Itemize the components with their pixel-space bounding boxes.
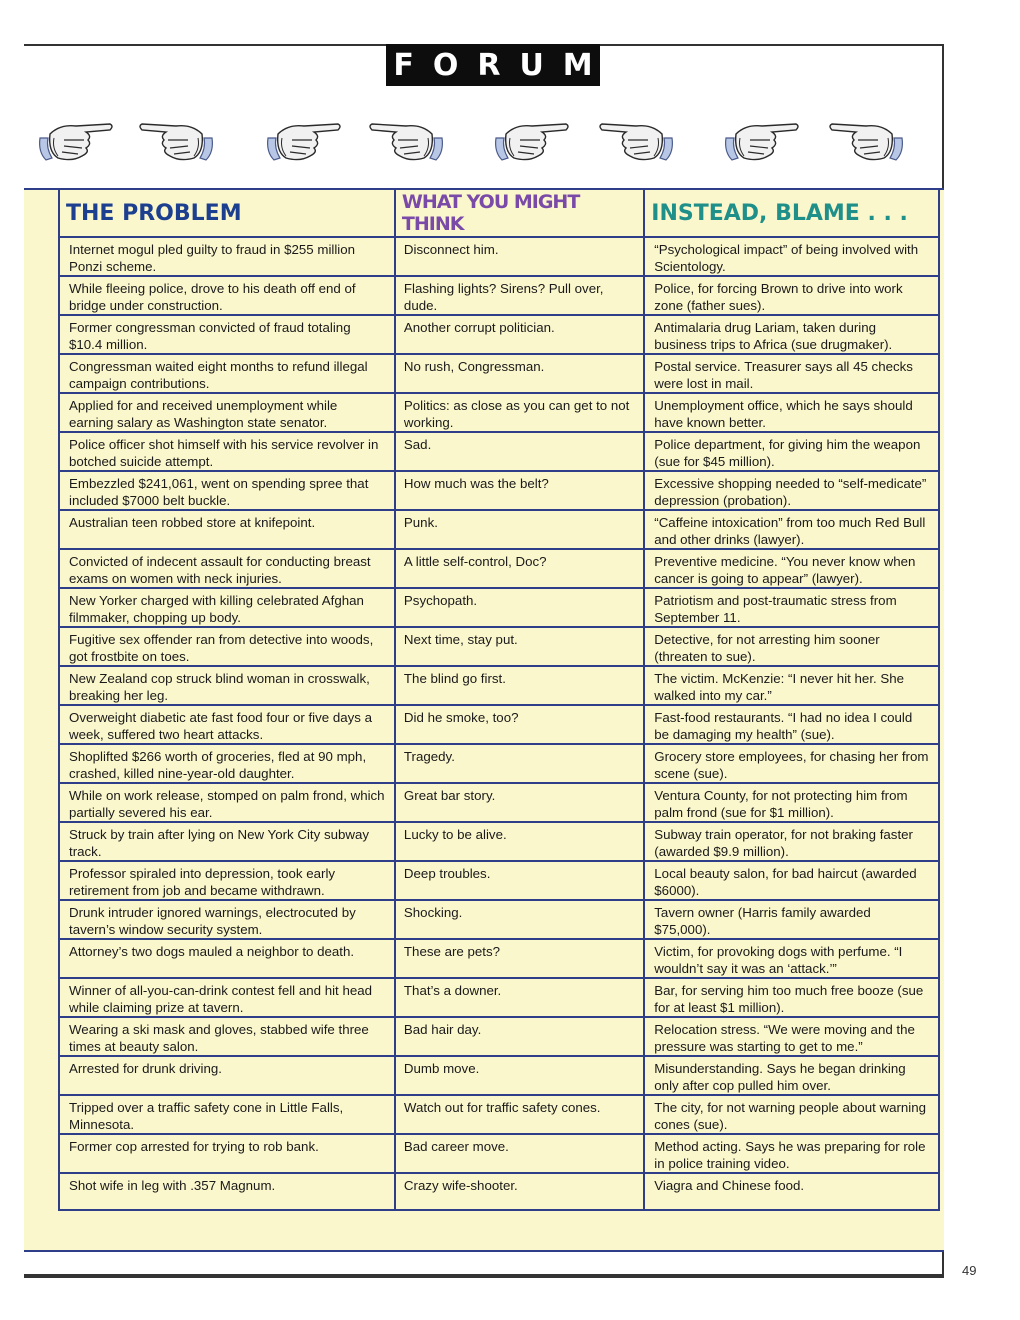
blame-cell: Excessive shopping needed to “self-medicate” depression (probation). xyxy=(644,471,939,510)
blame-cell: Postal service. Treasurer says all 45 checks were lost in mail. xyxy=(644,354,939,393)
problem-cell: While on work release, stomped on palm frond, which partially severed his ear. xyxy=(59,783,395,822)
table-row xyxy=(59,237,939,276)
blame-cell: Misunderstanding. Says he began drinking only after cop pulled him over. xyxy=(644,1056,939,1095)
problem-cell: Former congressman convicted of fraud totaling $10.4 million. xyxy=(59,315,395,354)
think-cell: Tragedy. xyxy=(395,744,644,783)
think-cell: Did he smoke, too? xyxy=(395,705,644,744)
blame-cell: Local beauty salon, for bad haircut (awarded $6000). xyxy=(644,861,939,900)
table-row xyxy=(59,315,939,354)
blame-cell: Grocery store employees, for chasing her from scene (sue). xyxy=(644,744,939,783)
think-cell: Flashing lights? Sirens? Pull over, dude. xyxy=(395,276,644,315)
think-cell: Bad career move. xyxy=(395,1134,644,1173)
blame-cell: Police department, for giving him the weapon (sue for $45 million). xyxy=(644,432,939,471)
problem-cell: Struck by train after lying on New York City subway track. xyxy=(59,822,395,861)
header-what-you-might-think: WHAT YOU MIGHT THINK xyxy=(395,189,644,237)
problem-cell: Tripped over a traffic safety cone in Little Falls, Minnesota. xyxy=(59,1095,395,1134)
problem-cell: Shoplifted $266 worth of groceries, fled at 90 mph, crashed, killed nine-year-old daughter. xyxy=(59,744,395,783)
think-cell: Politics: as close as you can get to not working. xyxy=(395,393,644,432)
pointing-hand-right-icon xyxy=(264,108,344,174)
problem-cell: Winner of all-you-can-drink contest fell and hit head while claiming prize at tavern. xyxy=(59,978,395,1017)
header-the-problem: THE PROBLEM xyxy=(59,189,395,237)
table-row xyxy=(59,822,939,861)
table-row xyxy=(59,783,939,822)
think-cell: Psychopath. xyxy=(395,588,644,627)
think-cell: Disconnect him. xyxy=(395,237,644,276)
table-row xyxy=(59,978,939,1017)
section-title: FORUM xyxy=(386,44,600,86)
think-cell: Shocking. xyxy=(395,900,644,939)
think-cell: No rush, Congressman. xyxy=(395,354,644,393)
blame-cell: “Psychological impact” of being involved with Scientology. xyxy=(644,237,939,276)
blame-cell: Method acting. Says he was preparing for role in police training video. xyxy=(644,1134,939,1173)
table-row xyxy=(59,900,939,939)
table-row xyxy=(59,744,939,783)
pointing-hand-left-icon xyxy=(596,108,676,174)
table-row xyxy=(59,627,939,666)
page-number: 49 xyxy=(962,1263,977,1278)
problem-cell: Overweight diabetic ate fast food four or five days a week, suffered two heart attacks. xyxy=(59,705,395,744)
problem-cell: Embezzled $241,061, went on spending spree that included $7000 belt buckle. xyxy=(59,471,395,510)
table-row xyxy=(59,666,939,705)
blame-cell: The victim. McKenzie: “I never hit her. She walked into my car.” xyxy=(644,666,939,705)
forum-table xyxy=(58,188,940,1211)
pointing-hand-left-icon xyxy=(136,108,216,174)
table-row xyxy=(59,861,939,900)
blame-cell: Fast-food restaurants. “I had no idea I could be damaging my health” (sue). xyxy=(644,705,939,744)
table-row xyxy=(59,1017,939,1056)
think-cell: A little self-control, Doc? xyxy=(395,549,644,588)
table-row xyxy=(59,1173,939,1210)
blame-cell: Viagra and Chinese food. xyxy=(644,1173,939,1210)
blame-cell: Relocation stress. “We were moving and the pressure was starting to get to me.” xyxy=(644,1017,939,1056)
think-cell: Next time, stay put. xyxy=(395,627,644,666)
problem-cell: Shot wife in leg with .357 Magnum. xyxy=(59,1173,395,1210)
forum-table-panel xyxy=(24,188,944,1252)
blame-cell: Victim, for provoking dogs with perfume. “I wouldn’t say it was an ‘attack.’” xyxy=(644,939,939,978)
think-cell: Lucky to be alive. xyxy=(395,822,644,861)
problem-cell: Wearing a ski mask and gloves, stabbed wife three times at beauty salon. xyxy=(59,1017,395,1056)
blame-cell: Antimalaria drug Lariam, taken during business trips to Africa (sue drugmaker). xyxy=(644,315,939,354)
blame-cell: The city, for not warning people about warning cones (sue). xyxy=(644,1095,939,1134)
blame-cell: Tavern owner (Harris family awarded $75,000). xyxy=(644,900,939,939)
table-row xyxy=(59,1056,939,1095)
problem-cell: New Yorker charged with killing celebrated Afghan filmmaker, chopping up body. xyxy=(59,588,395,627)
think-cell: Deep troubles. xyxy=(395,861,644,900)
table-row xyxy=(59,1095,939,1134)
blame-cell: Detective, for not arresting him sooner (threaten to sue). xyxy=(644,627,939,666)
problem-cell: Australian teen robbed store at knifepoint. xyxy=(59,510,395,549)
problem-cell: Congressman waited eight months to refund illegal campaign contributions. xyxy=(59,354,395,393)
pointing-hand-right-icon xyxy=(722,108,802,174)
problem-cell: Former cop arrested for trying to rob bank. xyxy=(59,1134,395,1173)
pointing-hand-right-icon xyxy=(36,108,116,174)
problem-cell: Professor spiraled into depression, took early retirement from job and became withdrawn. xyxy=(59,861,395,900)
blame-cell: Preventive medicine. “You never know when cancer is going to appear” (lawyer). xyxy=(644,549,939,588)
bottom-rule xyxy=(24,1276,944,1278)
blame-cell: Patriotism and post-traumatic stress from September 11. xyxy=(644,588,939,627)
table-row xyxy=(59,510,939,549)
pointing-hand-right-icon xyxy=(492,108,572,174)
think-cell: Punk. xyxy=(395,510,644,549)
think-cell: The blind go first. xyxy=(395,666,644,705)
table-row xyxy=(59,1134,939,1173)
blame-cell: “Caffeine intoxication” from too much Red Bull and other drinks (lawyer). xyxy=(644,510,939,549)
table-row xyxy=(59,432,939,471)
table-header-row xyxy=(59,189,939,237)
think-cell: Crazy wife-shooter. xyxy=(395,1173,644,1210)
pointing-hands-row xyxy=(36,108,916,178)
think-cell: Great bar story. xyxy=(395,783,644,822)
think-cell: These are pets? xyxy=(395,939,644,978)
header-instead-blame: INSTEAD, BLAME . . . xyxy=(644,189,939,237)
problem-cell: New Zealand cop struck blind woman in crosswalk, breaking her leg. xyxy=(59,666,395,705)
problem-cell: Applied for and received unemployment while earning salary as Washington state senator. xyxy=(59,393,395,432)
blame-cell: Unemployment office, which he says should have known better. xyxy=(644,393,939,432)
blame-cell: Police, for forcing Brown to drive into work zone (father sues). xyxy=(644,276,939,315)
blame-cell: Bar, for serving him too much free booze (sue for at least $1 million). xyxy=(644,978,939,1017)
table-row xyxy=(59,588,939,627)
table-row xyxy=(59,471,939,510)
think-cell: Another corrupt politician. xyxy=(395,315,644,354)
problem-cell: Attorney’s two dogs mauled a neighbor to death. xyxy=(59,939,395,978)
problem-cell: Arrested for drunk driving. xyxy=(59,1056,395,1095)
table-row xyxy=(59,705,939,744)
blame-cell: Ventura County, for not protecting him from palm frond (sue for $1 million). xyxy=(644,783,939,822)
problem-cell: Fugitive sex offender ran from detective into woods, got frostbite on toes. xyxy=(59,627,395,666)
think-cell: Sad. xyxy=(395,432,644,471)
table-row xyxy=(59,354,939,393)
problem-cell: Drunk intruder ignored warnings, electrocuted by tavern’s window security system. xyxy=(59,900,395,939)
problem-cell: Convicted of indecent assault for conducting breast exams on women with neck injuries. xyxy=(59,549,395,588)
pointing-hand-left-icon xyxy=(826,108,906,174)
table-row xyxy=(59,276,939,315)
table-row xyxy=(59,939,939,978)
pointing-hand-left-icon xyxy=(366,108,446,174)
think-cell: How much was the belt? xyxy=(395,471,644,510)
problem-cell: Internet mogul pled guilty to fraud in $255 million Ponzi scheme. xyxy=(59,237,395,276)
table-row xyxy=(59,549,939,588)
think-cell: That’s a downer. xyxy=(395,978,644,1017)
think-cell: Dumb move. xyxy=(395,1056,644,1095)
blame-cell: Subway train operator, for not braking faster (awarded $9.9 million). xyxy=(644,822,939,861)
think-cell: Watch out for traffic safety cones. xyxy=(395,1095,644,1134)
think-cell: Bad hair day. xyxy=(395,1017,644,1056)
problem-cell: While fleeing police, drove to his death off end of bridge under construction. xyxy=(59,276,395,315)
table-row xyxy=(59,393,939,432)
problem-cell: Police officer shot himself with his service revolver in botched suicide attempt. xyxy=(59,432,395,471)
